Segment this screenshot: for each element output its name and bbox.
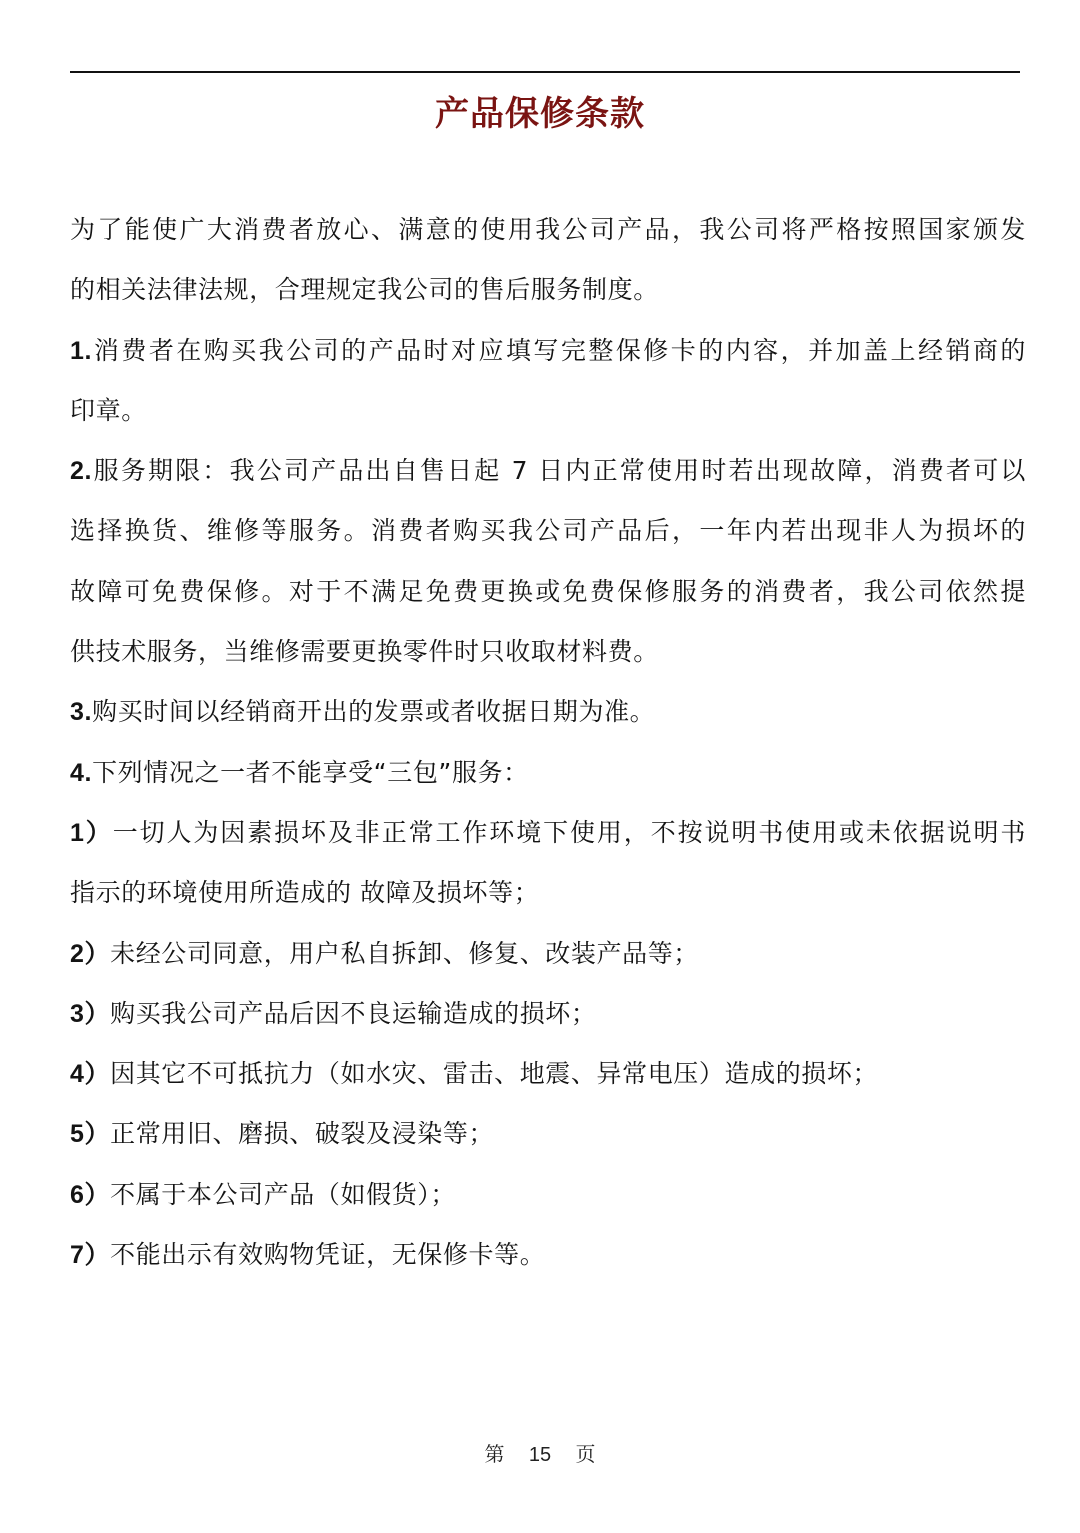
clause-2-line: 供技术服务，当维修需要更换零件时只收取材料费。	[70, 637, 659, 667]
exclusion-2-line	[70, 924, 1026, 984]
clause-number: 2.	[70, 457, 93, 486]
clause-1-line	[70, 321, 1026, 381]
exclusion-1-line: 指示的环境使用所造成的 故障及损坏等；	[70, 878, 540, 908]
intro-line: 为了能使广大消费者放心、满意的使用我公司产品，我公司将严格按照国家颁发	[70, 215, 1026, 244]
footer-suffix: 页	[575, 1442, 596, 1466]
exclusion-number: 7）	[70, 1241, 111, 1270]
clause-3-line	[70, 682, 1026, 742]
clause-text: 消费者在购买我公司的产品时对应填写完整保修卡的内容，并加盖上经销商的	[92, 335, 1026, 365]
page-title: 产品保修条款	[435, 94, 645, 134]
exclusion-text: 不能出示有效购物凭证，无保修卡等。	[110, 1240, 546, 1270]
exclusion-text: 不属于本公司产品（如假货）；	[110, 1179, 457, 1209]
exclusion-text: 购买我公司产品后因不良运输造成的损坏；	[110, 998, 597, 1028]
clause-text: 购买时间以经销商开出的发票或者收据日期为准。	[92, 697, 656, 727]
exclusion-number: 6）	[70, 1180, 111, 1209]
exclusion-text: 因其它不可抵抗力（如水灾、雷击、地震、异常电压）造成的损坏；	[110, 1059, 879, 1089]
exclusion-3-line	[70, 984, 1026, 1044]
exclusion-number: 4）	[70, 1060, 111, 1089]
page-footer	[0, 1438, 1080, 1467]
exclusion-6-line	[70, 1165, 1026, 1225]
clause-number: 3.	[70, 698, 93, 727]
document-body	[70, 200, 1026, 1285]
exclusion-number: 3）	[70, 999, 111, 1028]
exclusion-text: 未经公司同意，用户私自拆卸、修复、改装产品等；	[110, 938, 699, 968]
clause-text: 服务期限：我公司产品出自售日起 7 日内正常使用时若出现故障，消费者可以	[92, 456, 1026, 486]
page-number: 15	[528, 1444, 552, 1466]
exclusion-number: 5）	[70, 1120, 111, 1149]
clause-2-line: 选择换货、维修等服务。消费者购买我公司产品后，一年内若出现非人为损坏的	[70, 516, 1026, 546]
clause-number: 4.	[70, 758, 93, 787]
exclusion-5-line	[70, 1104, 1026, 1164]
exclusion-4-line	[70, 1044, 1026, 1104]
clause-1-line: 印章。	[70, 395, 147, 425]
header-rule	[70, 71, 1020, 73]
exclusion-text: 一切人为因素损坏及非正常工作环境下使用，不按说明书使用或未依据说明书	[112, 817, 1026, 847]
clause-2-line	[70, 441, 1026, 501]
exclusion-number: 1）	[70, 818, 113, 847]
clause-2-line: 故障可免费保修。对于不满足免费更换或免费保修服务的消费者，我公司依然提	[70, 576, 1026, 606]
clause-number: 1.	[70, 336, 93, 365]
exclusion-1-line	[70, 803, 1026, 863]
exclusion-7-line	[70, 1225, 1026, 1285]
clause-4-line	[70, 743, 1026, 803]
exclusion-text: 正常用旧、磨损、破裂及浸染等；	[110, 1119, 495, 1149]
exclusion-number: 2）	[70, 939, 111, 968]
footer-prefix: 第	[484, 1442, 505, 1466]
clause-text: 下列情况之一者不能享受“三包”服务：	[92, 757, 529, 787]
intro-line: 的相关法律法规，合理规定我公司的售后服务制度。	[70, 275, 659, 305]
